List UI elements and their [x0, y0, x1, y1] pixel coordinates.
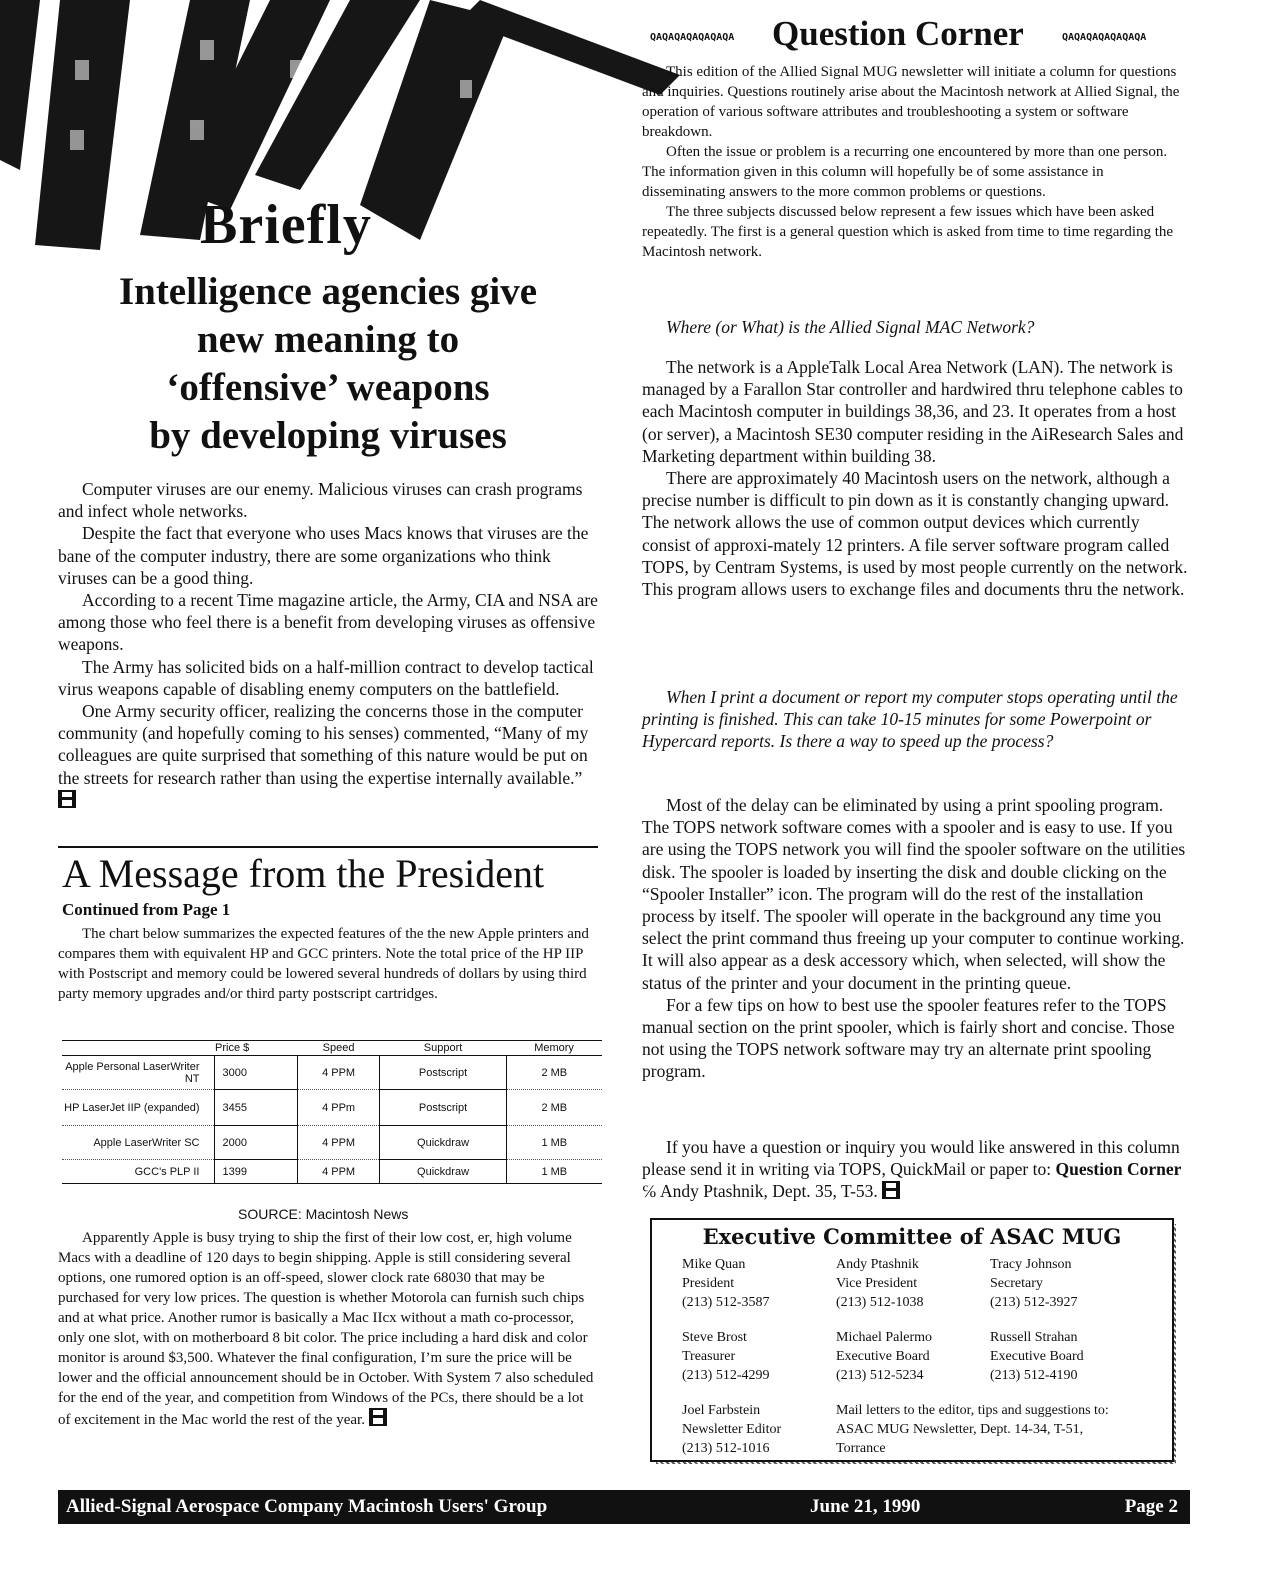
briefly-paragraph: According to a recent Time magazine article, the Army, CIA and NSA are among those who feel there is a benefit from developing viruses as offensive weapons.: [58, 590, 598, 655]
section-divider: [58, 846, 598, 848]
briefly-paragraph: The Army has solicited bids on a half-million contract to develop tactical virus weapons capable of disabling enemy computers on the battlefield.: [58, 656, 594, 699]
table-header: Price $: [215, 1042, 250, 1054]
headline-line-1: Intelligence agencies give: [118, 270, 538, 313]
qa-ornament-right: QAQAQAQAQAQAQA: [1062, 32, 1147, 43]
briefly-article: [58, 478, 598, 811]
president-title: A Message from the President: [62, 851, 545, 896]
executive-committee-title: Executive Committee of ASAC MUG: [702, 1224, 1122, 1249]
briefly-headline: [58, 268, 598, 460]
footer-org: Allied-Signal Aerospace Company Macintosh Users' Group: [66, 1496, 548, 1517]
continued-note: Continued from Page 1: [62, 900, 231, 919]
table-header: Memory: [534, 1042, 574, 1054]
question-1: Where (or What) is the Allied Signal MAC Network?: [666, 317, 1035, 337]
printer-comparison-table-wrap: [62, 1040, 608, 1184]
floppy-disk-icon: [882, 1181, 900, 1199]
president-intro: The chart below summarizes the expected features of the the new Apple printers and compares them with equivalent HP and GCC printers. Note the total price of the HP IIP with Postscript and memory could be lowered several hundreds of dollars by using third party memory upgrades and/or third party postscript cartridges.: [58, 926, 589, 1002]
briefly-title: Briefly: [200, 194, 372, 256]
member-card: Steve Brost Treasurer (213) 512-4299: [682, 1330, 770, 1383]
table-row: HP LaserJet IIP (expanded) 3455 4 PPm Postscript 2 MB: [62, 1090, 602, 1126]
answer-2: Most of the delay can be eliminated by using a print spooling program. The TOPS network software comes with a spooler and is easy to use. If you are using the TOPS network you will find the spooler software on the utilities disk. The spooler is loaded by inserting the disk and double clicking on the “Spooler Installer” icon. The program will do the rest of the installation process by itself. The spooler will operate in the background any time you select the print command thus freeing up your computer to continue working. It will also appear as a desk accessory which, when selected, will show the status of the printer and your document in the printing queue. For a few tips on how to best use the spooler features refer to the TOPS manual section on the print spooler, which is fairly short and concise. Those not using the TOPS network software may try an alternate print spooling program.: [642, 795, 1186, 1082]
answer-1: The network is a AppleTalk Local Area Network (LAN). The network is managed by a Farallon Star controller and hardwired thru telephone cables to each Macintosh computer in buildings 38,36, and 23. It operates from a host (or server), a Macintosh SE30 computer residing in the AiResearch Sales and Marketing department within building 38. There are approximately 40 Macintosh users on the network, although a precise number is difficult to pin down as it is constantly changing upward. The network allows the use of common output devices which currently consist of approxi-mately 12 printers. A file server software program called TOPS, by Centram Systems, is used by most people currently on the network. This program allows users to exchange files and documents thru the network.: [642, 357, 1188, 600]
member-card: Andy Ptashnik Vice President (213) 512-1038: [836, 1257, 924, 1310]
printer-comparison-table: [62, 1040, 602, 1184]
footer-page: Page 2: [1124, 1496, 1178, 1517]
footer-date: June 21, 1990: [810, 1496, 921, 1517]
question-corner-closing: If you have a question or inquiry you would like answered in this column please send it in writing via TOPS, QuickMail or paper to: Question Corner ℅ Andy Ptashnik, Dept. 35, T-53.: [642, 1137, 1182, 1202]
table-source: SOURCE: Macintosh News: [238, 1206, 409, 1222]
qa-ornament-left: QAQAQAQAQAQAQA: [650, 32, 735, 43]
executive-committee-box: [650, 1218, 1174, 1462]
member-card: Russell Strahan Executive Board (213) 512-4190: [990, 1330, 1084, 1383]
footer-bar: [58, 1490, 1190, 1524]
president-closing: Apparently Apple is busy trying to ship the first of their low cost, er, high volume Macs with a deadline of 120 days to begin shipping. Apple is still considering several options, one rumored option is an off-speed, slower clock rate 68030 that may be purchased for very low prices. The question is whether Motorola can furnish such chips and at what price. Another rumor is basically a Mac IIcx without a math co-processor, only one slot, with on motherboard 8 bit color. The price including a hard disk and color monitor is around $3,500. Whatever the final configuration, I’m sure the price will be lower and the official announcement should be in October. With System 7 also scheduled for the end of the year, and competition from Windows of the PCs, there should be a lot of excitement in the Mac world the rest of the year.: [58, 1230, 594, 1428]
table-row: Apple Personal LaserWriter NT 3000 4 PPM Postscript 2 MB: [62, 1056, 602, 1090]
member-card: Michael Palermo Executive Board (213) 512-5234: [836, 1330, 933, 1383]
briefly-paragraph: Computer viruses are our enemy. Malicious viruses can crash programs and infect whole networks.: [58, 479, 583, 522]
question-corner-title: Question Corner: [772, 14, 1024, 53]
briefly-paragraph: One Army security officer, realizing the concerns those in the computer community (and hopefully coming to his senses) commented, “Many of my colleagues are quite surprised that something of this nature would be put on the streets for research rather than using the expertise internally available.”: [58, 700, 598, 811]
headline-line-2: new meaning to: [196, 318, 460, 361]
headline-line-4: by developing viruses: [149, 414, 507, 457]
table-header: Support: [423, 1042, 463, 1054]
table-row: Apple LaserWriter SC 2000 4 PPM Quickdraw 1 MB: [62, 1126, 602, 1160]
mail-note: Mail letters to the editor, tips and suggestions to: ASAC MUG Newsletter, Dept. 14-34, T-51, Torrance: [836, 1403, 1109, 1456]
floppy-disk-icon: [58, 790, 76, 808]
member-card: Tracy Johnson Secretary (213) 512-3927: [990, 1257, 1078, 1310]
headline-line-3: ‘offensive’ weapons: [166, 366, 490, 409]
member-card: Mike Quan President (213) 512-3587: [682, 1257, 770, 1310]
floppy-disk-icon: [369, 1408, 387, 1426]
briefly-paragraph: Despite the fact that everyone who uses Macs knows that viruses are the bane of the computer industry, there are some organizations who think viruses can be a good thing.: [58, 523, 589, 588]
question-corner-intro: This edition of the Allied Signal MUG newsletter will initiate a column for questions and inquiries. Questions routinely arise about the Macintosh network at Allied Signal, the operation of various software attributes and troubleshooting a system or software breakdown. Often the issue or problem is a recurring one encountered by more than one person. The information given in this column will hopefully be of some assistance in disseminating answers to the more common problems or questions. The three subjects discussed below represent a few issues which have been asked repeatedly. The first is a general question which is asked from time to time regarding the Macintosh network.: [642, 64, 1180, 260]
member-card: Joel Farbstein Newsletter Editor (213) 512-1016: [682, 1403, 782, 1456]
table-header: Speed: [322, 1042, 355, 1054]
table-row: GCC's PLP II 1399 4 PPM Quickdraw 1 MB: [62, 1160, 602, 1184]
question-2: When I print a document or report my computer stops operating until the printing is finished. This can take 10-15 minutes for some Powerpoint or Hypercard reports. Is there a way to speed up the process?: [642, 687, 1178, 752]
